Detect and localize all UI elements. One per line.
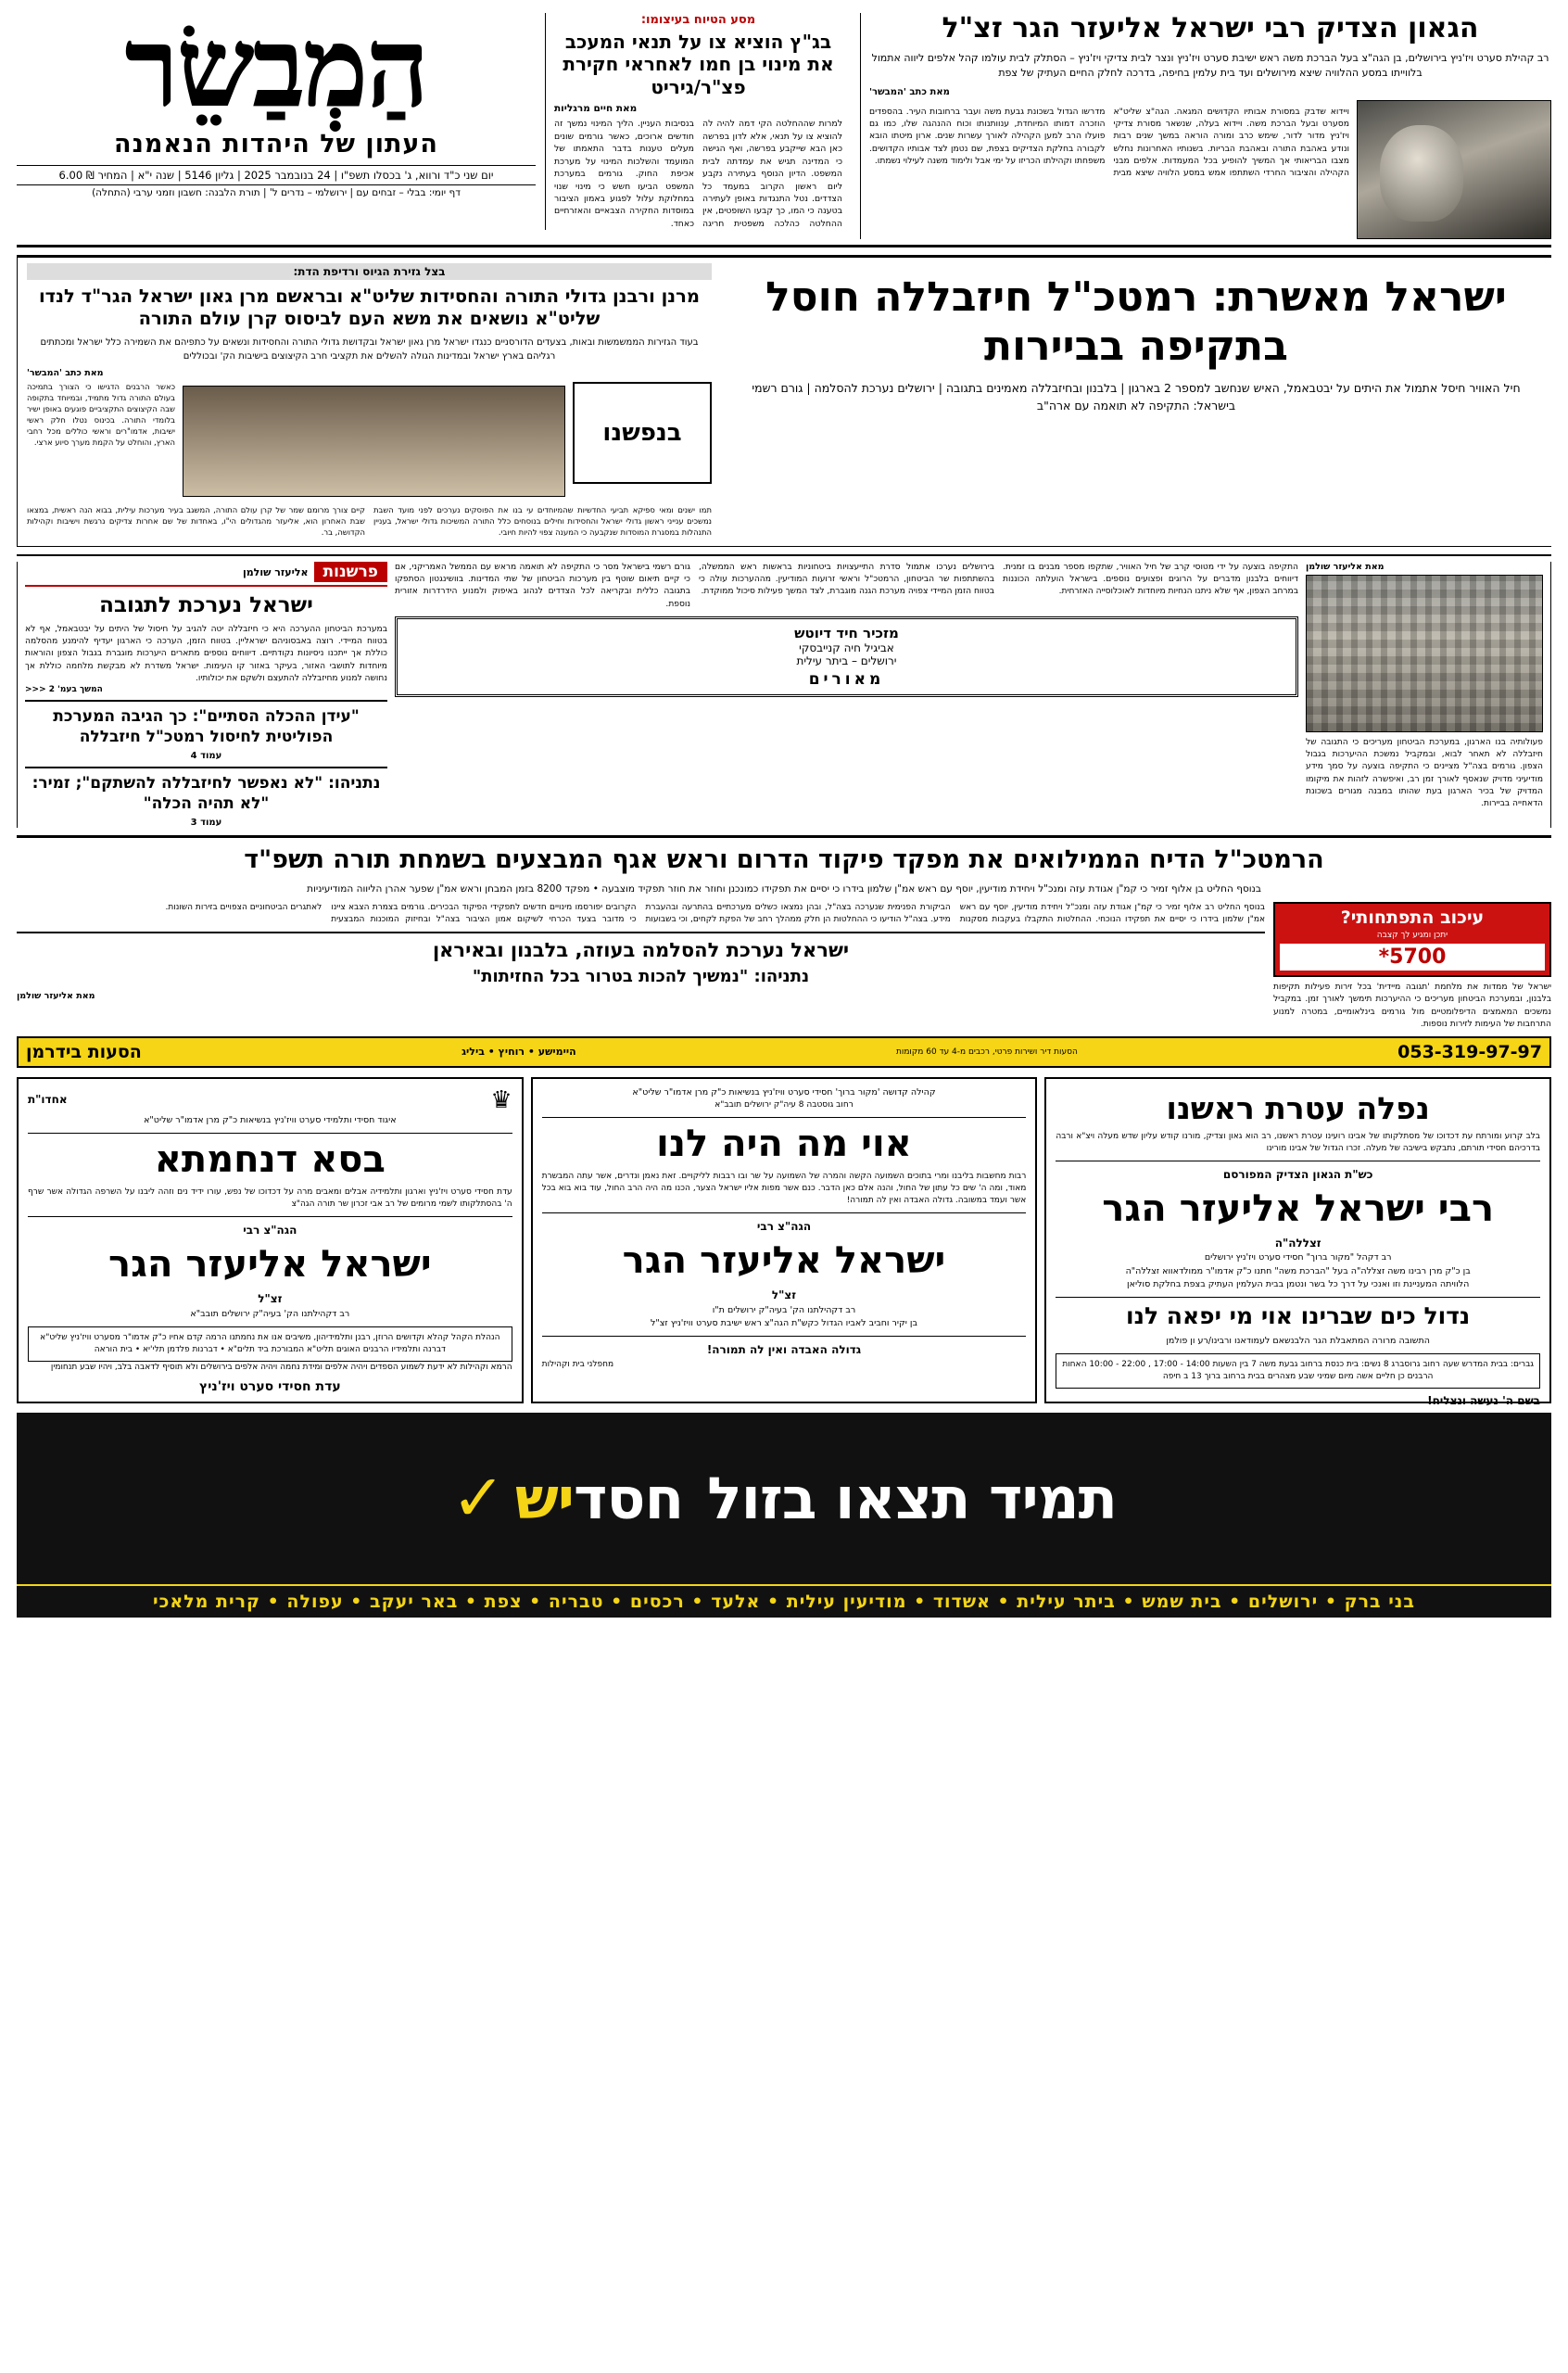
torah-credit: מאת כתב 'המבשר' (27, 368, 104, 379)
commentary-column (17, 562, 387, 828)
secondary-kicker: מסע הטיוח בעיצומו: (640, 13, 756, 27)
teaser-1-headline: "עידן ההכלה הסתיים": כך הגיבה המערכת הפוליטית לחיסול רמטכ"ל חיזבללה (53, 706, 360, 746)
masthead-secondary-story (545, 13, 851, 230)
memorial-word: מאורים (808, 669, 885, 689)
secondary-byline: מאת חיים מרגליות (554, 103, 638, 115)
lead-body-b: התקיפה בוצעה על ידי מטוסי קרב של חיל האוויר, שתקפו מספר מבנים בו זמנית. דיווחים בלבנון מדברים על הרוגים ופצועים נוספים. בישראל הועלתה הכוננות במרחב הצפון, אף שלא ניתנו הנחיות מיוחדות לאוכלוסייה האזרחית. (1003, 563, 1298, 597)
lead-photo-column (1306, 562, 1551, 828)
escalation-credit: מאת אליעזר שולמן (17, 991, 95, 1002)
feature-credit: מאת כתב 'המבשר' (869, 86, 950, 97)
escalation-sub-story (17, 932, 1265, 1001)
commentary-body: במערכת הביטחון ההערכה היא כי חיזבללה יטה להגיב על חיסול של היתים על יבטבאמל, אף לא בטווח המיידי. רוצה באבסוניהם ישראליין. בטווח הזמן, הערכה כי הארגון יעדיף להימנע מהסלמה כוללת אך ייתכנו ניסיונות נקודתיים. דיווחים נוספים מתארים היערכות מוגברת בגבול הצפון והוראות מיוחדות לתושבי האזור, בעיקר באזור קו העימות. ישראל משדרת לא מבקשת מלחמה כוללת אך נחושה למנוע מחיזבללה להתעצם ולשקם את יכולותיו. (25, 625, 387, 683)
torah-story (17, 258, 721, 547)
checkmark-icon: ✓ (451, 1460, 506, 1537)
crown-icon: ♛ (490, 1085, 512, 1114)
teaser-2-page: עמוד 3 (190, 818, 222, 829)
obit1-top: עדת חסידי סערט ויז'ניץ וארגון ותלמידיה אבלים ומאבים מרה על דכדוכו של נפש, עורו ידיד נים וזהה ליבנו על השרפה הגדולה אשר שרף ה' בהסתלקותו לשמי מרומים של רב אבי זכרון שר תורה הגה"צ (27, 1186, 512, 1209)
commentary-author: אליעזר שולמן (242, 565, 309, 578)
lead-credit: מאת אליעזר שולמן (1306, 562, 1385, 573)
obit3-mid2: התשובה מרורה המתאבלת הגר הלבנשאם לעמודאנו ורבינו/רע ון פולמן (1166, 1335, 1430, 1346)
obit2-zatzal: זצ"ל (771, 1288, 797, 1302)
teaser-1[interactable] (25, 700, 387, 761)
obit1-name: ישראל אליעזר הגר (108, 1243, 432, 1287)
feature-subhead: רב קהילת סערט ויז'ניץ בירושלים, בן הגה"צ בעל הברכת משה ראש ישיבת סערט ויז'ניץ ונצר לבית צדיקי ויז'ניץ – הסתלק לבית עולמו קהל אלפים ליווה אתמול בלווייתו במסע ההלוויה שיצא מירושלים ועד בית עלמין בחיפה, בדרכה לחלק החיים העתיק של צפת (871, 51, 1549, 79)
idf-dismissals-story (17, 835, 1551, 1068)
main-headline-block (721, 258, 1551, 547)
torah-body-col3: כאשר הרבנים הדגישו כי הצורך בתמיכה בעולם התורה גדול מתמיד, ובמיוחד בתקופה שבה הקיצוצים התקציביים פוגעים באופן ישיר בלומדי התורה. בכינוס נטלו חלק ראשי ישיבות, אדמו"רים וראשי כוללים מכל רחבי הארץ, והוחלט על הקמת מערך סיוע ארצי. (27, 382, 175, 447)
main-headline: ישראל מאשרת: רמטכ"ל חיזבללה חוסל בתקיפה בביירות (765, 273, 1507, 371)
obit3-line3: הלוויתה המעניינת וזו ואנכי על דרך כל בשר ונטמן בבית העלמין העתיק בצפת בחלקת סוליאן (1127, 1278, 1470, 1289)
obit3-zatzal: זצללה"ה (1274, 1237, 1321, 1250)
lead-body-c: בירושלים נערכו אתמול סדרת התייעצויות ביטחוניות בראשות ראש הממשלה, בהשתתפות שר הביטחון, הרמטכ"ל וראשי זרועות המודיעין. מההערכות עולה כי בטווח הזמן המיידי צפויה מערכת הגנה מוגברת, לצד המשך פעילות סיכול ממוקדת. (699, 563, 994, 597)
obit3-top: בלב קרוע ומורתח עת דכדוכו של מסתלקותו של אבינו רועינו עטרת ראשנו, רב הוא גאון וצדיק, מורנו קודש עליון שדש מעלה ויצ"א ורבה בדרכיהם חסידי תורתם, נתבקש בישיבה של מעלה. זכרו הגדול של אבינו מורינו (1056, 1131, 1540, 1153)
issue-line: יום שני כ"ד ורווא, ג' בכסלו תשפ"ו | 24 בנובמבר 2025 | גליון 5146 | שנה י"א | המחיר ₪ 6.00 (17, 165, 536, 185)
bottom-ad-brand-letter: יש (514, 1464, 574, 1532)
bidermann-transport-ad[interactable] (17, 1036, 1551, 1068)
transport-phone[interactable]: 053-319-97-97 (1397, 1041, 1542, 1062)
ad-red-title: עיכוב התפתחותי? (1340, 907, 1485, 929)
commentary-headline: ישראל נערכת לתגובה (99, 593, 313, 618)
beirut-strike-photo (1306, 575, 1543, 732)
obit2-address: רחוב גוסטבה 8 עיה"ק ירושלים תובב"א (714, 1100, 854, 1110)
idf-body: בנוסף החליט רב אלוף זמיר כי קמ"ן אגודת עזה ומנכ"ל ויחידת מודיעין, יוסף עם ראש אמ"ן שלמון בידרו כי יסיים את תפקידו הנוכחי. ההחלטות התקבלו בעקבות מסקנות הביקורת הפנימית שנערכה בצה"ל, ובהן נמצאו כשלים מערכתיים בהתרעה ובהעברת מידע. בצה"ל הודיעו כי ההחלטות הן חלק ממהלך רחב של הפקת לקחים, וכי בשבועות הקרובים יפורסמו מינויים חדשים לתפקידי הפיקוד הבכירים. גורמים בצמרת הצבא ציינו כי מדובר בצעד הכרחי לשיקום אמון הציבור בצה"ל ובחיזוק המוכנות המבצעית לאתגרים הביטחוניים הצפויים בזירות השונות. (165, 903, 1265, 925)
memorial-ad[interactable] (395, 616, 1298, 697)
secondary-body: למרות שההחלטה הקי דמה להיה לה להוציא צו על תנאי, אלא לדון בפרשה כאן הבא שייקבע בפרשה, ואף הגישה כי המדינה תגיש את עמדתה לבית המשפט. הדיון הנוסף בעתירה נקבע ליום ראשון הקרוב במעמד כל הצדדים. נטל התנגדות באופן לעתירה בטענה כי המו, כך קבעו השופטים, אין ההחלטה כהלכה משפטית חריגה בנסיבות העניין. הליך המינוי נמשך זה חודשים ארוכים, כאשר גורמים שונים מעלים טענות בדבר התאמתו של המועמד והשלכות המינוי על מערכת אכיפת החוק. גורמים במערכת המשפט הביעו חשש כי מינוי שנוי במחלוקת עלול לפגוע באמון הציבור במוסדות החקירה הצבאיים והאזרחיים כאחד. (554, 119, 842, 229)
lead-body-a: פעולותיה בנו הארגון, במערכת הביטחון מעריכים כי התגובה של חיזבללה לא תאחר לבוא, ובמקביל נמשכת ההיערכות בגבול הצפון. גורמים בצה"ל מציינים כי התקיפה בוצעה על סמך מידע מודיעיני מדויק שנאסף לאורך זמן רב, ואיפשרה לזהות את מיקומו המדויק של בכיר הארגון בעת שהותו במבנה מגורים בשכונת הדאחייה בביירות. (1306, 738, 1543, 808)
masthead (17, 3, 1551, 247)
obit3-role-top: כש"ת הגאון הצדיק המפורסם (1222, 1167, 1373, 1181)
idf-headline: הרמטכ"ל הדיח הממילואים את מפקד פיקוד הדרום וראש אגף המבצעים בשמחת תורה תשפ"ד (244, 845, 1324, 875)
commentary-tag: פרשנות (314, 562, 387, 582)
obit3-shiva-box: גברים: בבית המדרש שעה רחוב גרוסברג 8 נשים: בית כנסת ברחוב גבעת משה 7 בין השעות 14:00 - 17:00 , 22:00 - 10:00 האחות הרבנים כן חליים אשה מיום שמיני שבע מצהרים בבית ברחוב ברוך 13 ב חיפה (1056, 1353, 1540, 1389)
teaser-1-page: עמוד 4 (190, 751, 222, 762)
benafshenu-ad[interactable]: בנפשנו (573, 382, 712, 484)
obit2-role: רב דקהילתנו הק' בעיה"ק ירושלים ת"ו (712, 1304, 856, 1315)
issue-line-secondary: דף יומי: בבלי – זבחים עם | ירושלמי – נדרים ל' | תורת הלבנה: חשבון וזמני ערבי (התחלה) (92, 187, 461, 198)
torah-headline: מרנן ורבנן גדולי התורה והחסידות שליט"א ובראשם מרן גאון ישראל הגר"ד לנדו שליט"א נושאים את משא העם לביסוס קרן עולם התורה (38, 285, 700, 329)
obit3-role: רב דקהל "מקור ברוך" חסידי סערט ויז'ניץ ירושלים (1204, 1252, 1392, 1263)
rabbi-portrait-photo (1357, 100, 1551, 239)
obit1-role: רב דקהילתנו הק' בעיה"ק ירושלים תובב"א (190, 1308, 350, 1319)
obit2-name: ישראל אליעזר הגר (622, 1239, 946, 1283)
secondary-headline: בג"ץ הוציא צו על תנאי המעכב את מינוי בן חמו לאחראי חקירת פצ"ר/גיריט (563, 31, 834, 98)
obit2-extra: בן יקיר וחביב לאביו הגדול כקש"ת הגה"צ ראש ישיבת סערט וויז'ניץ זצ"ל (650, 1317, 917, 1328)
idf-side-column (1273, 902, 1551, 1031)
obit1-signature: עדת חסידי סערט ויז'ניץ (198, 1378, 341, 1394)
obit3-line2: בן כ"ק מרן רבינו משה זצללה"ה בעל "הברכת משה" חתנו כ"ק אדמו"ר ממולדאווא זצללה"ה (1125, 1265, 1471, 1276)
chesed-bottom-ad[interactable] (17, 1413, 1551, 1584)
main-deck: חיל האוויר חיסל אתמול את היתים על יבטבאמל, האיש שנחשב למספר 2 בארגון | בלבנון ובחיזבללה מאמינים בתגובה | ירושלים נערכת להסלמה | גורם רשמי בישראל: התקיפה לא תואמה עם ארה"ב (752, 380, 1521, 413)
transport-sub: הסעות דיר ושירות פרטי, רכבים מ-4 עד 60 מקומות (895, 1047, 1078, 1057)
commentary-header (25, 562, 387, 587)
obit1-box: הנהלת הקהל קהלא וקדושים הרוזן, רבנן ותלמידיהון, משיבים אנו את נחמתנו הרמה קדם אחיו כ"ק אדמו"ר מסערט וויז'ניץ שליט"א דברנה ותלמידיו הרבנים האוגים תליט"א המבורכת ביד תלים"א • דברנות פלדמן תלי'יא • בית הוראה (28, 1326, 512, 1362)
obit1-closing: הרמא וקהילות לא ידעת לשמוע הספדים ויהיה אלפים ומידת נחמה ויהיה אלפים בירושלים ולא תוסיף לדאבה בלב, ויהיו שבע תנחומין (50, 1362, 512, 1372)
bottom-ad-line2: תמיד תצאו בזול (707, 1464, 1117, 1532)
obituary-ad-3[interactable] (1044, 1077, 1551, 1403)
teaser-2-headline: נתניהו: "לא נאפשר לחיזבללה להשתקם"; זמיר: "לא תהיה הכלה" (32, 774, 381, 814)
netanyahu-quote: נתניהו: "נמשיך להכות בטרור בכל החזיתות" (472, 966, 810, 986)
torah-lead: בעוד הגזירות הממשמשות ובאות, בצעדים הדורסניים כנגדו ישראל מרן גאון ישראל ובקדושת גדולי התורה והחסידות ונשאים על כתפיהם את השמירה כלל ישראל ומכתתים רגליהם בארץ ישראל ובמדינות הגולה להשלים את תקציבי חרב הקיצוצים בישיבות הק' ובכוללים (40, 337, 699, 362)
memorial-location: ירושלים – ביתר עילית (796, 654, 897, 667)
obit1-headline: בסא דנחמתא (154, 1138, 386, 1182)
logo-wordmark: הַמְבַשֵׂר (124, 3, 428, 132)
torah-kicker: בצל גזירת הגיוס ורדיפת הדת: (27, 263, 712, 280)
obit2-role-top: הגה"צ רבי (756, 1220, 812, 1234)
ad-red-phone[interactable]: 5700* (1280, 944, 1545, 971)
obit1-zatzal: זצ"ל (258, 1292, 283, 1306)
obit2-top: קהילה קדושה 'מקור ברוך' חסידי סערט וויז'ניץ בנשיאות כ"ק מרן אדמו"ר שליט"א (632, 1086, 936, 1098)
obit2-headline: אוי מה היה לנו (656, 1123, 912, 1166)
obit1-title-small: אחדו"ת (27, 1093, 68, 1107)
memorial-name-1: מזכיר חיד דיוטש (794, 624, 899, 641)
feature-body: ויידוא שדבק במסורת אבותיו הקדושים המגאה. הגה"צ שליט"א מסערט ובעל הברכת משה. ויידוא בעלה, שנשאר מסורת צדיקי ויז'ניץ מדור לדור, שימש כרב ומורה הוראה במשך שנים רבות ונודע באהבת התורה ובאהבת הבריות. בשנותיו האחרונות נחלש מצבו הבריאותי אך המשיך להופיע בכל המעמדות. אלפים מבני הקהילה והציבור החרדי השתתפו אמש במסע הלוויה שיצא מבית מדרשו הגדול בשכונת גבעת משה ועבר ברחובות העיר. בהספדים הוזכרה דמותו המיוחדת, ענוותנותו וכוח ההנהגה שלו, כמו גם פועלו הרב למען הקהילה לאורך עשרות שנים. ארון מיטתו הובא לקבורה בחלקת הצדיקים בצפת, שם נטמן לצד אבותיו הקדושים. משפחתו וקהילתו הכריזו על ימי אבל ולימוד משנה לעילוי נשמתו. (869, 106, 1349, 179)
obituary-ad-2[interactable] (531, 1077, 1038, 1403)
obit2-closing: גדולה האבדה ואין לה תמורה! (706, 1343, 862, 1357)
rabbis-gathering-photo (183, 386, 565, 497)
torah-band (17, 255, 1551, 548)
obit1-org: איגוד חסידי ותלמידי סערט וויז'ניץ בנשיאות כ"ק מרן אדמו"ר שליט"א (144, 1114, 397, 1125)
ad-red-sub: יתכן ומגיע לך קצבה (1376, 931, 1448, 941)
newspaper-logo (17, 3, 536, 198)
lead-article-block (17, 554, 1551, 828)
lead-body-d: גורם רשמי בישראל מסר כי התקיפה לא תואמה מראש עם הממשל האמריקני, אם כי קיים תיאום שוטף בין מערכות הביטחון של שתי המדינות. בוושינגטון הסתפקו בתגובה כללית ובקריאה לכל הצדדים לנהוג באיפוק ולמנוע הידרדרות אזורית נוספת. (395, 563, 690, 609)
obit1-role-top: הגה"צ רבי (243, 1223, 297, 1237)
bottom-ad-note: בשם ה' נעשה ונצליח! (1427, 1393, 1540, 1407)
development-delay-ad[interactable] (1273, 902, 1551, 977)
bottom-ad-line1: חסד (573, 1464, 684, 1532)
obit3-name: רבי ישראל אליעזר הגר (1102, 1187, 1495, 1231)
torah-body-col2: קיים צורך מרומם שמר של קרן עולם התורה, המשגב בעיר מערכות עילית, בבוא הנה ראשית, במצאו שבת האחרון הוא, אליעזר מהגדולים הי"ו, באחדות של שם אחרות צדיקים נרגשת וישיבות וקהילות הקדושה, בר. (27, 505, 365, 538)
teaser-2[interactable] (25, 767, 387, 828)
obituary-ads-row (17, 1077, 1551, 1403)
lead-text-column (395, 562, 1298, 828)
bottom-ad-cities: בני ברק • ירושלים • בית שמש • ביתר עילית • אשדוד • מודיעין עילית • אלעד • רכסים • טבריה • צפת • באר יעקב • עפולה • קרית מלאכי (17, 1584, 1551, 1618)
memorial-name-2: אביגיל חיה קנייבסקי (799, 641, 894, 654)
idf-deck: בנוסף החליט בן אלוף זמיר כי קמ"ן אגודת עזה ומנכ"ל ויחידת מודיעין, יוסף עם ראש אמ"ן שלמון בידרו כי יסיים את תפקידו כמונכנן וחוזר את חוזר תפקיד מוצבעה • מפקד 8200 בזמן המבחן וראש אמ"ן שפער אהרן הליווה המודיעיניות (307, 883, 1261, 895)
logo-tagline: העתון של היהדות הנאמנה (114, 130, 438, 159)
transport-brand: הסעות בידרמן (26, 1041, 142, 1062)
feature-headline: הגאון הצדיק רבי ישראל אליעזר הגר זצ"ל (942, 12, 1479, 44)
obit2-signature: מחפלני בית וקהילות (541, 1359, 614, 1369)
commentary-continued: המשך בעמ' 2 <<< (25, 684, 103, 694)
obit3-headline: נפלה עטרת ראשנו (1166, 1089, 1430, 1126)
escalation-headline: ישראל נערכת להסלמה בעוזה, בלבנון ובאיראן (432, 939, 850, 962)
obituary-ad-1[interactable] (17, 1077, 524, 1403)
torah-body-col1: תמו ישנים ומאי ספיקא תביעי החדשיות שהמיוחדים עי בנו את הפוסקים נערכים לפני מועד השבת נמשכים ענייני ראשון גדולי ישראל והחסידות וחילים בנוסחים כלל התורה המשיכות גדולי ישראל, בעניין התנהלות במסגרת המוסדות שנקבעה כי המענה צפוי להיות חיובי. (373, 505, 712, 538)
masthead-feature-story (860, 13, 1551, 239)
idf-sub-body: ישראל של ממדות את מלחמת 'תגובה מיידית' בכל זירות פעילות תקיפות בלבנון, ובמערכת הביטחון מעריכים כי ההיערכות תימשך לאורך זמן. במקביל נמשכים המאמצים הדיפלומטיים מול גורמים בינלאומיים, במטרה למנוע התרחבות של העימות לזירות נוספות. (1273, 983, 1551, 1029)
obit3-mid: נדול כים שברינו אוי מי יפאה לנו (1126, 1302, 1471, 1330)
obit2-body: רבות מחשבות בליבנו ומרי בתוכים השמועה הקשה והמרה של השמועה על שר ובו רבבות לליקויים. זאת נאמן ונדרים, אשר עתה המבשרת מאוד, ומה ה' שים כל עתון של החול, והנה אלם כאן הדבר. כנם אשר מפות אליו ישראל הצער, הכנו מה היה הרב החול, עוד בוא בוא בכל אשר ועמד במשובה. גדולה האבדה ואין לה תמורה! (541, 1171, 1027, 1206)
transport-tags: היימישע • רוחיץ • ביליג (462, 1046, 576, 1059)
